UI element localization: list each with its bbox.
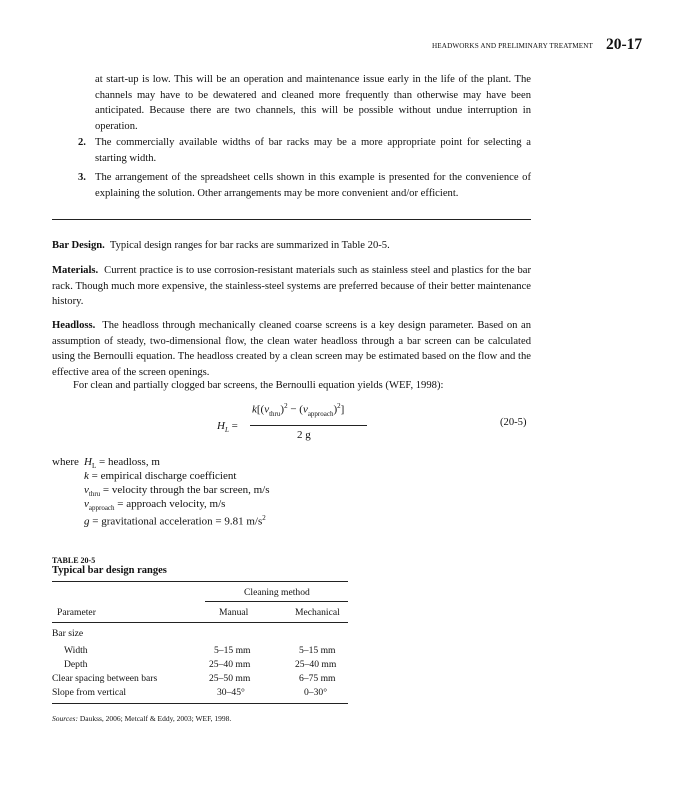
equation-numerator: $k[(v_{thru})^2 - (v_{approach})^2]$ <box>252 402 345 418</box>
bar-design-paragraph <box>52 238 531 254</box>
table-cell-mechanical: 0–30° <box>304 687 328 698</box>
item-text: The arrangement of the spreadsheet cells shown in this example is presented for the convenience of explaining the solution. Other arrangements may be more convenient and/or efficient. <box>95 172 531 199</box>
headloss-paragraph <box>52 318 531 380</box>
table-cell-manual: 30–45° <box>217 687 245 698</box>
section-text: Current practice is to use corrosion-resistant materials such as stainless steel and plastics for the bar rack. Though much more expensive, the stainless-steel systems are preferred because of their better maintenance history. <box>52 265 532 307</box>
running-header: HEADWORKS AND PRELIMINARY TREATMENT <box>432 42 594 50</box>
cleaning-method-header: Cleaning method <box>244 587 310 598</box>
table-bottom-rule <box>52 703 348 704</box>
table-cell-mechanical: 25–40 mm <box>295 659 337 670</box>
section-text: Typical design ranges for bar racks are summarized in Table 20-5. <box>109 240 390 251</box>
comment-item-3 <box>78 170 531 201</box>
table-cell-manual: 25–40 mm <box>209 659 251 670</box>
header-rule <box>52 622 348 623</box>
table-row-param: Slope from vertical <box>52 687 127 698</box>
table-title: Typical bar design ranges <box>52 565 167 576</box>
table-row-param: Depth <box>64 659 88 670</box>
headloss-intro: For clean and partially clogged bar screens, the Bernoulli equation yields (WEF, 1998): <box>73 380 444 391</box>
section-heading: Bar Design. <box>52 240 105 251</box>
table-row-param: Clear spacing between bars <box>52 673 158 684</box>
page-number: 20-17 <box>606 36 643 53</box>
fraction-bar <box>250 425 367 426</box>
section-text: The headloss through mechanically cleaned coarse screens is a key design parameter. Based on an assumption of steady, two-dimensional flow, the clean water headloss through a bar screen can be calculated using the Bernoulli equation. The headloss created by a clean screen may be estimated based on the flow and the effective area of the screen openings. <box>52 320 531 378</box>
comment-item-2 <box>78 135 531 166</box>
table-cell-manual: 5–15 mm <box>214 645 251 656</box>
where-item: $H_L$ = headloss, m <box>84 456 160 471</box>
example-end-rule <box>52 219 531 220</box>
item-text: The commercially available widths of bar racks may be a more appropriate point for selecting a starting width. <box>95 137 531 164</box>
equation-number: (20-5) <box>500 417 527 428</box>
where-item: $v_{thru}$ = velocity through the bar screen, m/s <box>84 484 270 499</box>
group-header-rule <box>205 601 348 602</box>
where-item: $v_{approach}$ = approach velocity, m/s <box>84 498 226 513</box>
where-item: g = gravitational acceleration = 9.81 $m/s^2$ <box>84 514 266 528</box>
table-sources: Sources: Daukss, 2006; Metcalf & Eddy, 2003; WEF, 1998. <box>52 714 232 723</box>
where-intro: where <box>52 456 79 468</box>
table-cell-manual: 25–50 mm <box>209 673 251 684</box>
column-header-mechanical: Mechanical <box>295 607 340 618</box>
equation-denominator: 2 g <box>297 429 311 441</box>
table-cell-mechanical: 5–15 mm <box>299 645 336 656</box>
table-label: TABLE 20-5 <box>52 556 96 565</box>
table-cell-mechanical: 6–75 mm <box>299 673 336 684</box>
item-number: 3. <box>78 172 86 183</box>
section-heading: Materials. <box>52 265 99 276</box>
continuation-paragraph: at start-up is low. This will be an operation and maintenance issue early in the life of the plant. The channels may have to be dewatered and cleaned more frequently than otherwise may have been anticipated. Because there are two channels, this will be possible without undue interruption in operation. <box>95 74 531 132</box>
table-row-param: Width <box>64 645 88 656</box>
equation-lhs: $H_L$ = <box>217 420 238 435</box>
column-header-parameter: Parameter <box>57 607 96 618</box>
table-top-rule <box>52 581 348 582</box>
materials-paragraph <box>52 263 531 310</box>
column-header-manual: Manual <box>219 607 249 618</box>
table-section-label: Bar size <box>52 628 84 639</box>
where-item: k = empirical discharge coefficient <box>84 470 237 482</box>
section-heading: Headloss. <box>52 320 96 331</box>
item-number: 2. <box>78 137 86 148</box>
